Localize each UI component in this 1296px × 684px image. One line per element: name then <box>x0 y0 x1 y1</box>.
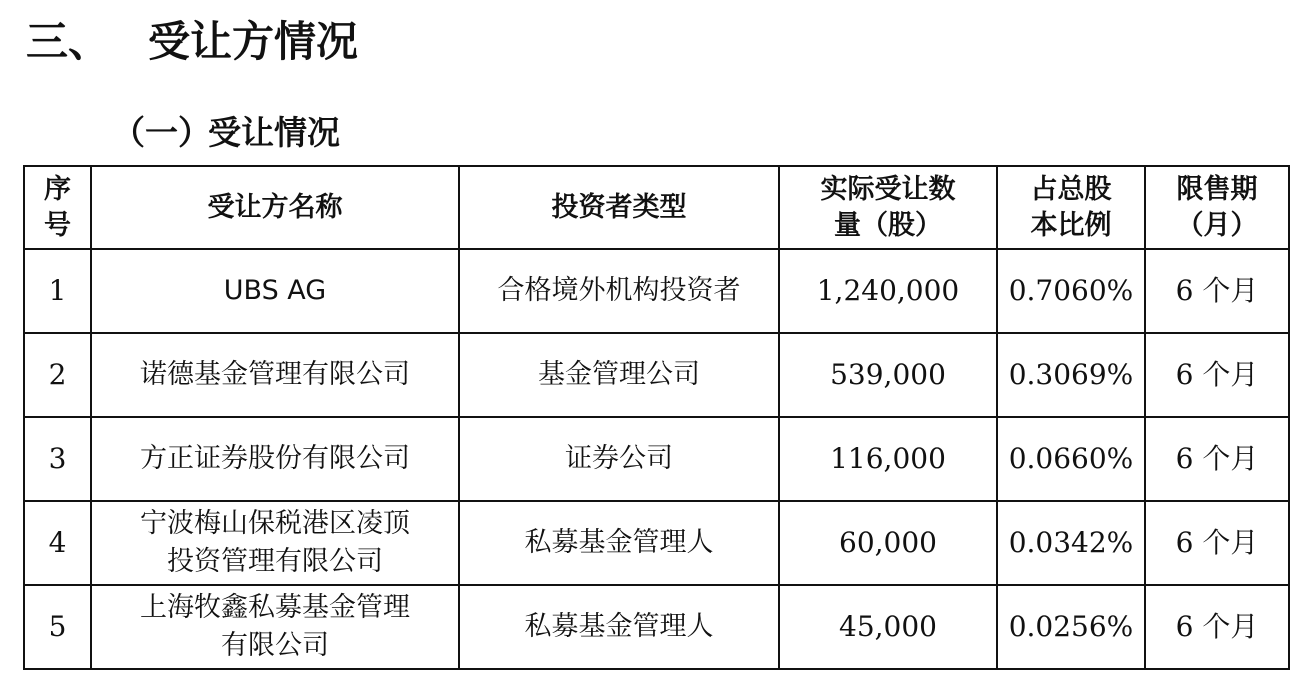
cell-lockup <box>1145 249 1289 333</box>
header-3-line: 量（股） <box>834 209 942 241</box>
subsection-title: 受让情况 <box>208 113 340 152</box>
cell-ratio-line: 0.0342% <box>1008 526 1134 559</box>
cell-lockup <box>1145 501 1289 585</box>
table-row <box>24 585 1289 669</box>
cell-name-line: 有限公司 <box>221 630 329 661</box>
cell-seq-line: 2 <box>48 358 67 391</box>
cell-seq-line: 1 <box>48 274 67 307</box>
cell-name <box>91 585 459 669</box>
cell-ratio-line: 0.0256% <box>1008 610 1134 643</box>
cell-ratio <box>997 501 1145 585</box>
cell-type-line: 私募基金管理人 <box>524 527 714 558</box>
col-header-lockup <box>1145 166 1289 249</box>
cell-quantity-line: 45,000 <box>839 610 937 643</box>
table-row <box>24 417 1289 501</box>
header-0-line: 号 <box>44 209 71 241</box>
cell-type-line: 基金管理公司 <box>538 359 700 390</box>
header-5-line: 限售期 <box>1176 173 1258 205</box>
cell-name-line: 宁波梅山保税港区凌顶 <box>140 508 410 539</box>
table-row <box>24 249 1289 333</box>
cell-quantity <box>779 417 997 501</box>
cell-quantity <box>779 501 997 585</box>
cell-name <box>91 501 459 585</box>
cell-lockup-line: 6 个月 <box>1175 274 1259 307</box>
subsection-number: （一） <box>112 113 211 152</box>
header-1-line: 受让方名称 <box>207 191 343 223</box>
cell-seq <box>24 249 91 333</box>
header-5-line: （月） <box>1176 209 1258 241</box>
cell-lockup <box>1145 417 1289 501</box>
cell-seq <box>24 333 91 417</box>
transferee-table <box>23 165 1290 670</box>
cell-lockup-line: 6 个月 <box>1175 442 1259 475</box>
header-4-line: 占总股 <box>1030 173 1112 205</box>
cell-ratio <box>997 585 1145 669</box>
header-2-line: 投资者类型 <box>551 191 687 223</box>
cell-ratio <box>997 333 1145 417</box>
cell-lockup-line: 6 个月 <box>1175 358 1259 391</box>
cell-name-line: 投资管理有限公司 <box>167 546 383 577</box>
col-header-name <box>91 166 459 249</box>
cell-type-line: 私募基金管理人 <box>524 611 714 642</box>
cell-type <box>459 249 779 333</box>
table-header-row <box>24 166 1289 249</box>
table-row <box>24 501 1289 585</box>
cell-seq <box>24 417 91 501</box>
section-heading <box>26 14 358 70</box>
cell-quantity <box>779 585 997 669</box>
cell-name-line: 上海牧鑫私募基金管理 <box>140 592 410 623</box>
cell-type <box>459 585 779 669</box>
cell-ratio <box>997 249 1145 333</box>
col-header-quantity <box>779 166 997 249</box>
cell-seq-line: 3 <box>48 442 67 475</box>
cell-lockup <box>1145 585 1289 669</box>
cell-ratio-line: 0.0660% <box>1008 442 1134 475</box>
cell-seq-line: 5 <box>48 610 67 643</box>
cell-ratio-line: 0.3069% <box>1008 358 1134 391</box>
cell-quantity <box>779 333 997 417</box>
header-0-line: 序 <box>44 173 71 205</box>
cell-quantity-line: 1,240,000 <box>816 274 960 307</box>
cell-name-line: UBS AG <box>223 275 327 306</box>
cell-lockup-line: 6 个月 <box>1175 526 1259 559</box>
cell-type <box>459 333 779 417</box>
cell-seq-line: 4 <box>48 526 67 559</box>
cell-name-line: 方正证券股份有限公司 <box>140 443 410 474</box>
cell-ratio-line: 0.7060% <box>1008 274 1134 307</box>
subsection-heading <box>112 108 340 158</box>
cell-name <box>91 249 459 333</box>
cell-ratio <box>997 417 1145 501</box>
cell-quantity-line: 539,000 <box>830 358 946 391</box>
cell-quantity-line: 60,000 <box>839 526 937 559</box>
cell-type-line: 证券公司 <box>565 443 673 474</box>
table-row <box>24 333 1289 417</box>
cell-type-line: 合格境外机构投资者 <box>497 275 741 306</box>
cell-quantity <box>779 249 997 333</box>
header-4-line: 本比例 <box>1030 209 1112 241</box>
cell-name <box>91 333 459 417</box>
cell-name-line: 诺德基金管理有限公司 <box>140 359 410 390</box>
cell-type <box>459 417 779 501</box>
cell-seq <box>24 501 91 585</box>
cell-quantity-line: 116,000 <box>830 442 946 475</box>
col-header-seq <box>24 166 91 249</box>
cell-lockup-line: 6 个月 <box>1175 610 1259 643</box>
cell-name <box>91 417 459 501</box>
col-header-ratio <box>997 166 1145 249</box>
cell-type <box>459 501 779 585</box>
header-3-line: 实际受让数 <box>820 173 956 205</box>
cell-seq <box>24 585 91 669</box>
section-title: 受让方情况 <box>148 17 359 66</box>
section-number: 三、 <box>26 17 111 66</box>
cell-lockup <box>1145 333 1289 417</box>
col-header-type <box>459 166 779 249</box>
